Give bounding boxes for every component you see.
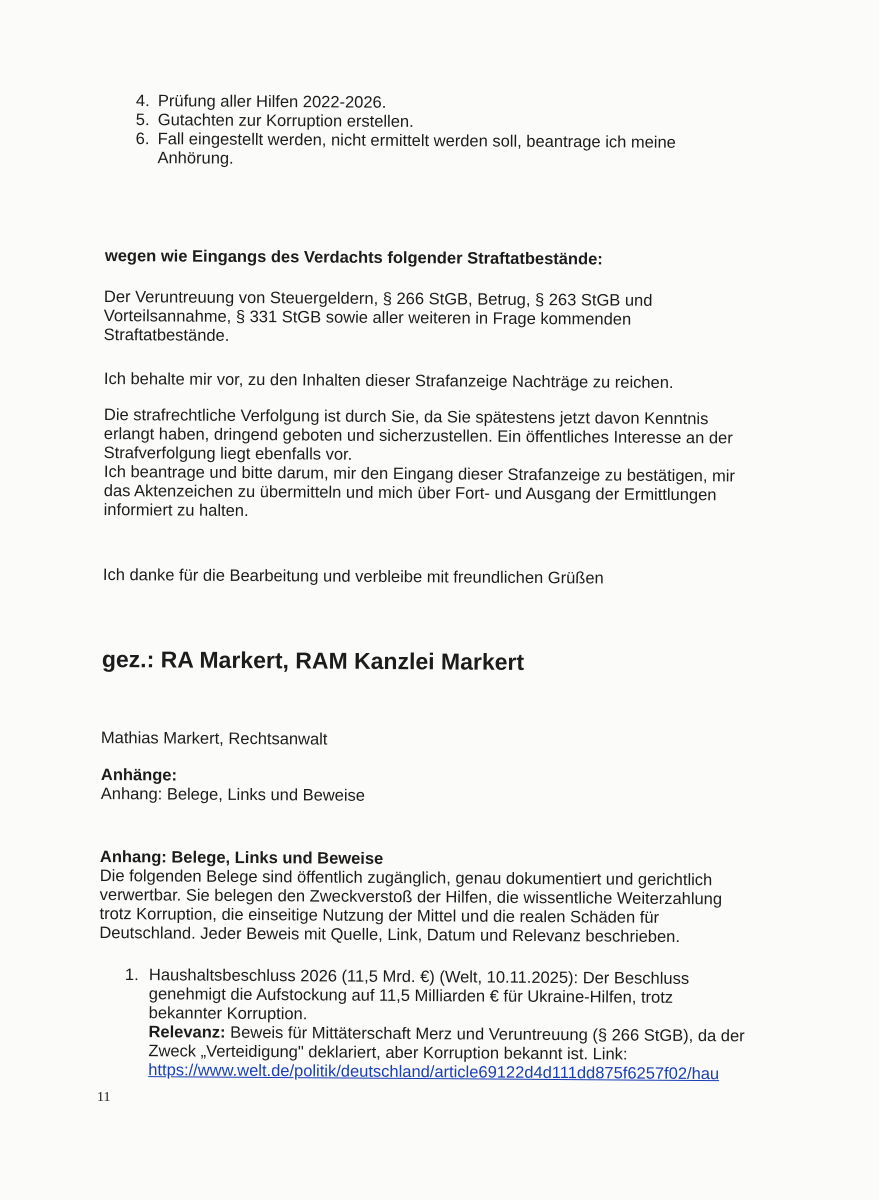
suspicion-heading: wegen wie Eingangs des Verdachts folgender Straftatbestände: bbox=[104, 247, 603, 269]
reserve-paragraph: Ich behalte mir vor, zu den Inhalten dieser Strafanzeige Nachträge zu reichen. bbox=[103, 370, 674, 392]
page-number: 11 bbox=[97, 1090, 111, 1105]
attachments-item: Anhang: Belege, Links und Beweise bbox=[100, 784, 366, 805]
list-number: 4. bbox=[135, 92, 150, 111]
list-item bbox=[124, 966, 750, 1084]
signature-line: gez.: RA Markert, RAM Kanzlei Markert bbox=[101, 646, 525, 675]
list-text: Prüfung aller Hilfen 2022-2026. bbox=[157, 92, 387, 112]
closing-line: Ich danke für die Bearbeitung und verbleibe mit freundlichen Grüßen bbox=[102, 566, 604, 588]
attachments-label: Anhänge: bbox=[100, 766, 178, 785]
request-paragraph: Ich beantrage und bitte darum, mir den Eingang dieser Strafanzeige zu bestätigen, mir das Aktenzeichen zu übermitteln und mich über Fort- und Ausgang der Ermittlungen informiert zu halten. bbox=[103, 463, 736, 521]
evidence-link[interactable]: https://www.welt.de/politik/deutschland/article69122d4d111dd875f6257f02/hau bbox=[148, 1061, 720, 1084]
evidence-relevance bbox=[148, 1023, 749, 1065]
evidence-list bbox=[124, 966, 750, 1084]
relevance-label: Relevanz: bbox=[148, 1023, 226, 1042]
signer-name: Mathias Markert, Rechtsanwalt bbox=[100, 729, 328, 749]
appendix-heading: Anhang: Belege, Links und Beweise bbox=[99, 848, 384, 868]
list-number: 1. bbox=[124, 966, 139, 985]
list-number: 5. bbox=[135, 110, 150, 130]
relevance-text: Beweis für Mittäterschaft Merz und Veruntreuung (§ 266 StGB), da der Zweck „Verteidigung" deklariert, aber Korruption bekannt ist. Link: bbox=[148, 1023, 745, 1064]
evidence-text: Haushaltsbeschluss 2026 (11,5 Mrd. €) (Welt, 10.11.2025): Der Beschluss genehmigt die Aufstockung auf 11,5 Milliarden € für Ukraine-Hilfen, trotz bekannter Korruption. bbox=[148, 966, 690, 1024]
list-item bbox=[135, 130, 725, 172]
prosecution-paragraph: Die strafrechtliche Verfolgung ist durch Sie, da Sie spätestens jetzt davon Kenntnis erlangt haben, dringend geboten und sicherzustellen. Ein öffentliches Interesse an der Strafverfolgung liegt ebenfalls vor. bbox=[103, 406, 733, 464]
appendix-section bbox=[99, 848, 752, 948]
numbered-list-top bbox=[135, 92, 726, 172]
offenses-paragraph: Der Veruntreuung von Steuergeldern, § 266 StGB, Betrug, § 263 StGB und Vorteilsannahme, § 331 StGB sowie aller weiteren in Frage kommenden Straftatbestände. bbox=[103, 288, 653, 345]
list-text: Fall eingestellt werden, nicht ermittelt werden soll, beantrage ich meine Anhörung. bbox=[157, 130, 676, 168]
attachments-section bbox=[101, 766, 501, 807]
appendix-intro: Die folgenden Belege sind öffentlich zugänglich, genau dokumentiert und gerichtlich verwertbar. Sie belegen den Zweckverstoß der Hilfen, die wissentliche Weiterzahlung trotz Korruption, die einseitige Nutzung der Mittel und die realen Schäden für Deutschland. Jeder Beweis mit Quelle, Link, Datum und Relevanz beschrieben. bbox=[99, 866, 723, 947]
list-number: 6. bbox=[135, 129, 150, 149]
list-text: Gutachten zur Korruption erstellen. bbox=[157, 111, 414, 131]
